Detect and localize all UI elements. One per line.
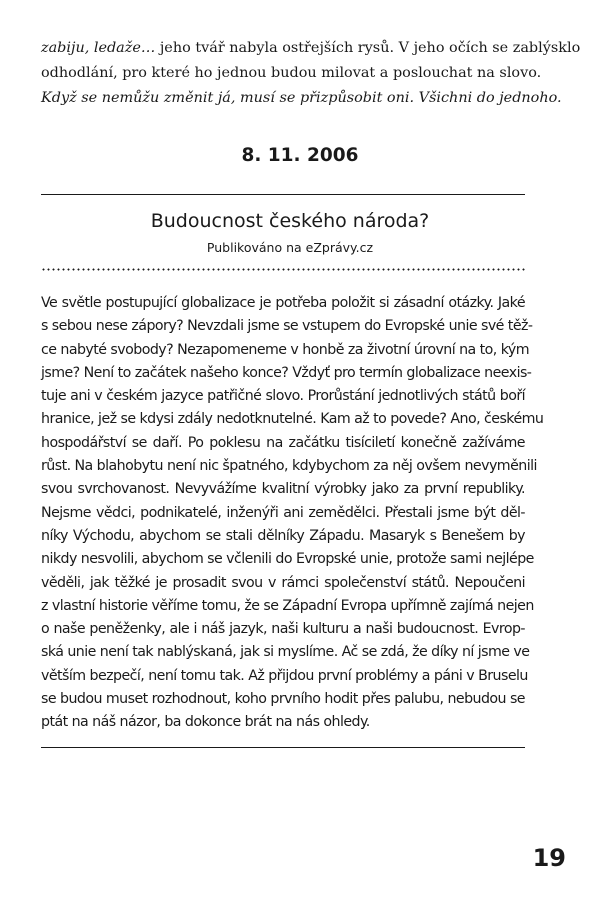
article-line: níky Východu, abychom se stali dělníky Západu. Masaryk s Benešem by bbox=[41, 527, 525, 544]
article-line: z vlastní historie věříme tomu, že se Západní Evropa upřímně zajímá nejen bbox=[41, 597, 534, 614]
entry-date: 8. 11. 2006 bbox=[241, 145, 359, 166]
article-line: tuje ani v českém jazyce patřičné slovo. Prorůstání jednotlivých států boří bbox=[41, 388, 525, 405]
article-line: s sebou nese zápory? Nevzdali jsme se vstupem do Evropské unie své těž- bbox=[41, 318, 533, 335]
article-body bbox=[41, 292, 544, 735]
article-line: větším bezpečí, není tomu tak. Až přijdou první problémy a páni v Bruselu bbox=[41, 667, 528, 684]
intro-line-1 bbox=[41, 36, 581, 61]
article-line: ptát na náš názor, ba dokonce brát na nás ohledy. bbox=[41, 714, 370, 731]
article-line: Nejsme vědci, podnikatelé, inženýři ani zemědělci. Přestali jsme být děl- bbox=[41, 504, 525, 521]
intro-line-1-text: jeho tvář nabyla ostřejších rysů. V jeho očích se zablýsklo bbox=[155, 40, 581, 56]
article-line: nikdy nesvolili, abychom se včlenili do Evropské unie, protože sami nejlépe bbox=[41, 551, 534, 568]
article-line: hospodářství se daří. Po poklesu na začátku tisíciletí konečně zažíváme bbox=[41, 434, 525, 451]
article-line: jsme? Není to začátek našeho konce? Vždyť pro termín globalizace neexis- bbox=[41, 364, 532, 381]
page-number: 19 bbox=[532, 844, 566, 872]
intro-line-3 bbox=[41, 86, 561, 111]
article-source: Publikováno na eZprávy.cz bbox=[206, 240, 374, 255]
intro-line-2: odhodlání, pro které ho jednou budou milovat a poslouchat na slovo. bbox=[41, 65, 542, 81]
article-line: růst. Na blahobytu není nic špatného, kdybychom za něj ovšem nevyměnili bbox=[41, 458, 537, 475]
article-line: ce nabyté svobody? Nezapomeneme v honbě za životní úrovní na to, kým bbox=[41, 341, 529, 358]
article-line: ská unie není tak nablýskaná, jak si myslíme. Ač se zdá, že díky ní jsme ve bbox=[41, 644, 530, 661]
intro-italic-sentence: Když se nemůžu změnit já, musí se přizpůsobit oni. Všichni do jednoho. bbox=[41, 90, 562, 106]
intro-paragraph bbox=[41, 36, 581, 111]
intro-italic-phrase: zabiju, ledaže… bbox=[41, 40, 156, 56]
article-title: Budoucnost českého národa? bbox=[150, 210, 430, 232]
article-line: Ve světle postupující globalizace je potřeba položit si zásadní otázky. Jaké bbox=[41, 295, 525, 311]
article-line: svou svrchovanost. Nevyvážíme kvalitní výrobky jako za první republiky. bbox=[41, 481, 525, 498]
top-divider bbox=[41, 194, 525, 195]
article-line: věděli, jak těžké je prosadit svou v rámci společenství států. Nepoučeni bbox=[41, 574, 525, 591]
article-line: se budou muset rozhodnout, koho prvního hodit přes palubu, nebudou se bbox=[41, 691, 525, 708]
dotted-divider bbox=[41, 268, 525, 271]
bottom-divider bbox=[41, 747, 525, 748]
article-line: hranice, jež se kdysi zdály nedotknutelné. Kam až to povede? Ano, českému bbox=[41, 411, 544, 428]
article-line: o naše peněženky, ale i náš jazyk, naši kulturu a naši budoucnost. Evrop- bbox=[41, 621, 525, 638]
